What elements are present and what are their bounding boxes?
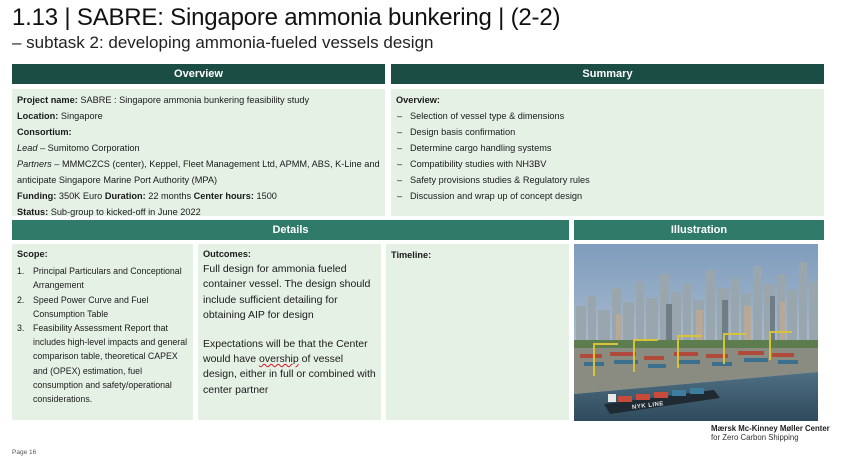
funding-label: Funding:	[17, 191, 57, 201]
lead-label: Lead	[17, 143, 38, 153]
summary-item: – Selection of vessel type & dimensions	[396, 108, 819, 124]
scope-item	[17, 293, 188, 321]
singapore-port-photo	[574, 244, 818, 421]
consortium-label: Consortium:	[17, 127, 72, 137]
lead-value: – Sumitomo Corporation	[37, 143, 140, 153]
summary-item: – Design basis confirmation	[396, 124, 819, 140]
lead-row	[17, 140, 380, 156]
summary-list	[396, 108, 819, 204]
scope-item	[17, 321, 188, 406]
outcomes-p2-end: of vessel design, either in full or combined with center partner	[203, 353, 376, 396]
center-logo-name: Mærsk Mc-Kinney Møller Center	[711, 424, 830, 433]
status-label: Status:	[17, 207, 49, 217]
outcomes-p2-start: Expectations will be that the Center would have	[203, 338, 368, 366]
outcomes-label: Outcomes:	[203, 249, 251, 259]
overview-header: Overview	[12, 64, 385, 84]
duration-value: 22 months	[145, 191, 194, 201]
partners-value: – MMMCZCS (center), Keppel, Fleet Management Ltd, APMM, ABS, K-Line and anticipate Singapore Marine Port Authority (MPA)	[17, 159, 380, 185]
location-row	[17, 108, 380, 124]
summary-item: – Safety provisions studies & Regulatory rules	[396, 172, 819, 188]
scope-item-text: Feasibility Assessment Report that includes high-level impacts and general comparison table, theoretical CAPEX and (OPEX) estimation, fuel consumption and safety/operational considerations.	[33, 323, 188, 405]
summary-item: – Discussion and wrap up of concept design	[396, 188, 819, 204]
slide-subtitle: – subtask 2: developing ammonia-fueled vessels design	[12, 33, 434, 52]
duration-label: Duration:	[104, 191, 146, 201]
illustration-header: Illustration	[574, 220, 824, 240]
project-row	[17, 92, 380, 108]
scope-list	[17, 264, 188, 406]
summary-panel	[391, 89, 824, 216]
partners-row	[17, 156, 380, 188]
spellcheck-marked-word: overship	[259, 353, 299, 366]
scope-item-text: Speed Power Curve and Fuel Consumption Table	[33, 294, 149, 319]
location-value: Singapore	[58, 111, 103, 121]
scope-item-number: 1.	[17, 266, 25, 277]
partners-label: Partners	[17, 159, 52, 169]
summary-item: – Compatibility studies with NH3BV	[396, 156, 819, 172]
location-label: Location:	[17, 111, 59, 121]
scope-item-number: 3.	[17, 323, 25, 334]
status-row	[17, 204, 380, 220]
funding-row	[17, 188, 380, 204]
scope-item-text: Principal Particulars and Conceptional Arrangement	[33, 266, 182, 291]
consortium-row	[17, 124, 380, 140]
project-label: Project name:	[17, 95, 78, 105]
center-logo-tagline: for Zero Carbon Shipping	[711, 433, 799, 442]
outcomes-paragraph-1: Full design for ammonia fueled container vessel. The design should include sufficient detailing for obtaining AIP for design	[203, 263, 371, 321]
port-illustration-svg	[574, 244, 818, 421]
status-value: Sub-group to kicked-off in June 2022	[48, 207, 201, 217]
timeline-panel	[386, 244, 569, 420]
overview-panel	[12, 89, 385, 216]
project-value: SABRE : Singapore ammonia bunkering feasibility study	[77, 95, 310, 105]
scope-item	[17, 264, 188, 292]
scope-panel	[12, 244, 193, 420]
page-number: Page 16	[12, 449, 37, 456]
summary-header: Summary	[391, 64, 824, 84]
details-header: Details	[12, 220, 569, 240]
summary-item: – Determine cargo handling systems	[396, 140, 819, 156]
timeline-label: Timeline:	[391, 250, 432, 260]
outcomes-panel	[198, 244, 381, 420]
scope-item-number: 2.	[17, 294, 25, 305]
funding-value: 350K Euro	[56, 191, 105, 201]
center-hours-label: Center hours:	[193, 191, 254, 201]
scope-label: Scope:	[17, 249, 48, 259]
outcomes-paragraph-2	[203, 337, 376, 398]
ship-name-text: NYK LINE	[631, 401, 665, 411]
center-hours-value: 1500	[253, 191, 277, 201]
slide-title: 1.13 | SABRE: Singapore ammonia bunkering | (2-2)	[12, 4, 561, 31]
summary-overview-label: Overview:	[396, 95, 440, 105]
